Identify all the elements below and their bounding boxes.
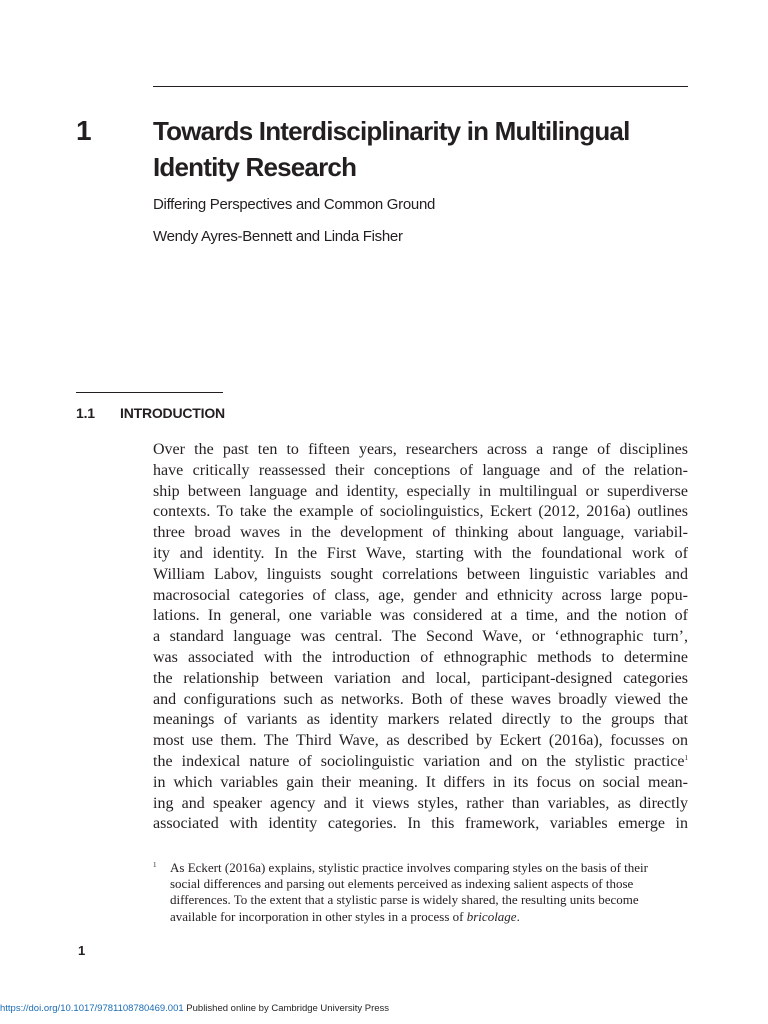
body-line: associated with identity categories. In this framework, variables emerge in	[153, 815, 688, 833]
body-line: ship between language and identity, especially in multilingual or superdiverse	[153, 482, 688, 500]
body-line: ity and identity. In the First Wave, starting with the foundational work of	[153, 544, 688, 562]
body-line-with-footnote-ref	[153, 752, 688, 773]
body-line: the relationship between variation and local, participant-designed categories	[153, 669, 688, 687]
chapter-subtitle: Differing Perspectives and Common Ground	[153, 196, 436, 213]
body-line: William Labov, linguists sought correlations between linguistic variables and	[153, 565, 688, 583]
body-line: meanings of variants as identity markers related directly to the groups that	[153, 711, 688, 729]
footnote-text: available for incorporation in other styles in a process of	[170, 908, 467, 924]
body-line: three broad waves in the development of thinking about language, variabil-	[153, 524, 688, 542]
body-line: in which variables gain their meaning. It differs in its focus on social mean-	[153, 773, 688, 791]
body-line: most use them. The Third Wave, as described by Eckert (2016a), focusses on	[153, 732, 688, 750]
chapter-title-line: Identity Research	[153, 152, 357, 182]
body-line: and configurations such as networks. Both of these waves broadly viewed the	[153, 690, 688, 708]
chapter-top-rule	[153, 86, 688, 87]
body-line: ing and speaker agency and it views styles, rather than variables, as directly	[153, 794, 688, 812]
body-line: have critically reassessed their conceptions of language and of the relation-	[153, 461, 688, 479]
body-line: contexts. To take the example of sociolinguistics, Eckert (2012, 2016a) outlines	[153, 503, 688, 521]
body-line: Over the past ten to fifteen years, researchers across a range of disciplines	[153, 441, 688, 458]
publisher-note: Published online by Cambridge University Press	[186, 1003, 390, 1014]
footnote	[170, 860, 690, 925]
footnote-reference[interactable]: 1	[684, 753, 688, 762]
chapter-number: 1	[76, 115, 92, 146]
section-number: 1.1	[76, 405, 95, 421]
footnote-line: social differences and parsing out elements perceived as indexing salient aspects of those	[170, 876, 634, 892]
footnote-italic-term: bricolage	[466, 908, 517, 924]
chapter-title	[153, 113, 713, 185]
footnote-line-last	[170, 909, 690, 925]
chapter-title-line: Towards Interdisciplinarity in Multilingual	[153, 116, 630, 146]
body-line: a standard language was central. The Second Wave, or ‘ethnographic turn’,	[153, 628, 688, 646]
footnote-line: differences. To the extent that a stylistic parse is widely shared, the resulting units become	[170, 892, 639, 908]
doi-link[interactable]: https://doi.org/10.1017/9781108780469.001	[0, 1003, 184, 1014]
page-footer	[0, 1003, 389, 1015]
section-title: INTRODUCTION	[120, 405, 225, 421]
body-line: lations. In general, one variable was considered at a time, and the notion of	[153, 607, 688, 625]
page-number: 1	[78, 943, 86, 958]
section-rule	[76, 392, 223, 393]
chapter-authors: Wendy Ayres-Bennett and Linda Fisher	[153, 228, 403, 245]
footnote-marker: 1	[153, 861, 157, 869]
body-line: was associated with the introduction of ethnographic methods to determine	[153, 648, 688, 666]
body-line-text: the indexical nature of sociolinguistic variation and on the stylistic practice	[153, 752, 685, 770]
footnote-line: As Eckert (2016a) explains, stylistic practice involves comparing styles on the basis of their	[170, 860, 648, 875]
footnote-period: .	[516, 908, 520, 924]
body-paragraph	[153, 440, 688, 835]
body-line: macrosocial categories of class, age, gender and ethnicity across large popu-	[153, 586, 688, 604]
